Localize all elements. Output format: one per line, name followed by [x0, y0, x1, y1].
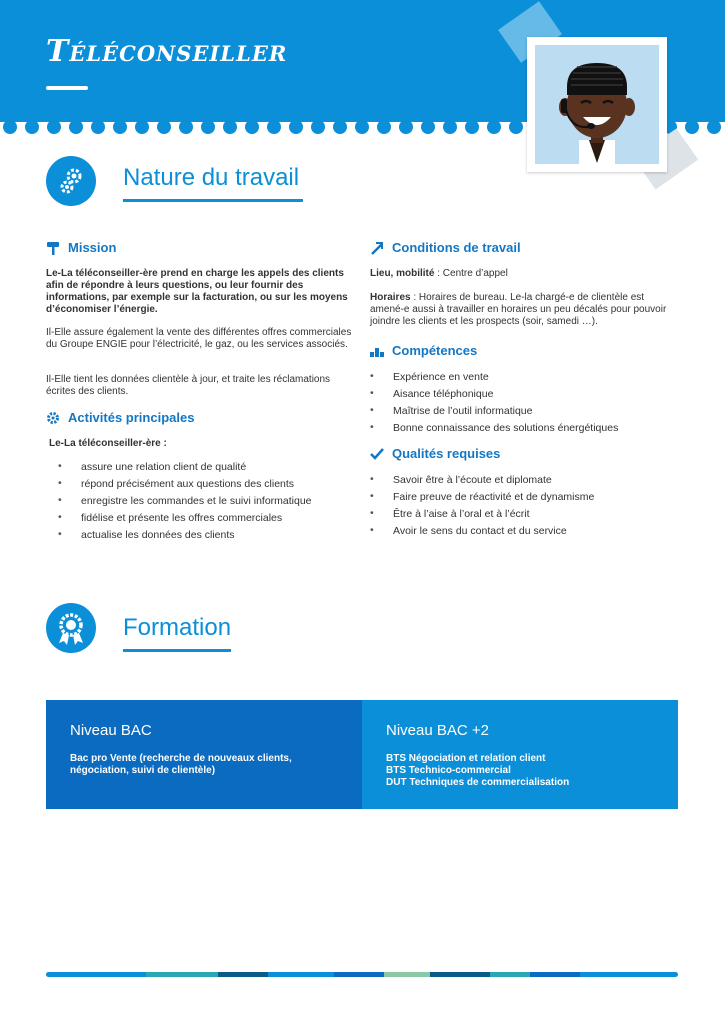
podium-icon	[370, 344, 384, 358]
conditions-lieu	[370, 268, 680, 280]
scallop-dot	[135, 120, 149, 134]
scallop-dot	[157, 120, 171, 134]
conditions-heading	[370, 240, 521, 255]
title-underline	[46, 86, 88, 90]
formation-box-bac	[46, 700, 362, 809]
footer-color-bar	[46, 972, 678, 977]
list-item: • enregistre les commandes et le suivi informatique	[58, 495, 358, 512]
scallop-dot	[201, 120, 215, 134]
mission-heading-label: Mission	[68, 240, 117, 255]
conditions-heading-label: Conditions de travail	[392, 240, 521, 255]
activites-list	[58, 461, 358, 546]
section-underline	[123, 199, 303, 202]
mission-paragraph-1: Le-La téléconseiller-ère prend en charge les appels des clients afin de répondre à leurs questions, ou leur fournir des informations, par exemple sur la facturation, ou sur les moyens d’économiser l’énergie.	[46, 268, 348, 315]
activites-heading-label: Activités principales	[68, 410, 195, 425]
list-item: • Être à l’aise à l’oral et à l’écrit	[370, 508, 690, 525]
list-item: • Bonne connaissance des solutions énergétiques	[370, 422, 690, 439]
tools-icon	[370, 241, 384, 255]
mission-heading	[46, 240, 116, 255]
scallop-dot	[25, 120, 39, 134]
scallop-dot	[47, 120, 61, 134]
scallop-dot	[399, 120, 413, 134]
list-item: • Maîtrise de l’outil informatique	[370, 405, 690, 422]
formation-box-line: BTS Technico-commercial	[386, 765, 511, 776]
lieu-value: : Centre d’appel	[434, 268, 508, 279]
competences-list	[370, 371, 690, 439]
formation-box-bac2	[362, 700, 678, 809]
qualites-list	[370, 474, 690, 542]
section-title-formation: Formation	[123, 614, 232, 641]
scallop-dot	[113, 120, 127, 134]
horaires-label: Horaires	[370, 292, 411, 303]
scallop-dot	[685, 120, 699, 134]
scallop-dot	[245, 120, 259, 134]
scallop-dot	[465, 120, 479, 134]
list-item: • répond précisément aux questions des clients	[58, 478, 358, 495]
avatar-illustration	[535, 45, 659, 164]
formation-box-title: Niveau BAC +2	[386, 722, 489, 739]
section-underline	[123, 649, 231, 652]
scallop-dot	[223, 120, 237, 134]
scallop-dot	[3, 120, 17, 134]
formation-box-title: Niveau BAC	[70, 722, 152, 739]
list-item: • Aisance téléphonique	[370, 388, 690, 405]
formation-box-line: Bac pro Vente (recherche de nouveaux clients, négociation, suivi de clientèle)	[70, 753, 292, 776]
activites-intro: Le-La téléconseiller-ère :	[49, 438, 167, 449]
scallop-dot	[707, 120, 721, 134]
qualites-heading	[370, 446, 500, 461]
list-item: • Faire preuve de réactivité et de dynamisme	[370, 491, 690, 508]
horaires-value: : Horaires de bureau. Le-la chargé-e de clientèle est amené-e aussi à travailler en horaires un peu décalés pour pouvoir joindre les clients et les prospects (soir, samedi …).	[370, 292, 667, 327]
teleconseiller-avatar-icon	[535, 45, 659, 164]
list-item: • Expérience en vente	[370, 371, 690, 388]
scallop-dot	[289, 120, 303, 134]
competences-heading-label: Compétences	[392, 343, 478, 358]
checkmark-icon	[370, 447, 384, 461]
activites-heading	[46, 410, 194, 425]
formation-box-line: BTS Négociation et relation client	[386, 753, 546, 764]
scallop-dot	[333, 120, 347, 134]
list-item: • Avoir le sens du contact et du service	[370, 525, 690, 542]
mission-paragraph-2: Il-Elle assure également la vente des différentes offres commerciales du Groupe ENGIE pour l’électricité, le gaz, ou les services associés.	[46, 327, 352, 350]
scallop-dot	[179, 120, 193, 134]
scallop-dot	[91, 120, 105, 134]
scallop-dot	[509, 120, 523, 134]
gear-icon	[46, 411, 60, 425]
scallop-dot	[443, 120, 457, 134]
avatar-card	[527, 37, 667, 172]
gears-icon	[46, 156, 96, 206]
scallop-dot	[69, 120, 83, 134]
formation-box-line: DUT Techniques de commercialisation	[386, 777, 570, 788]
scallop-dot	[267, 120, 281, 134]
conditions-horaires	[370, 292, 680, 328]
list-item: • fidélise et présente les offres commerciales	[58, 512, 358, 529]
list-item: • Savoir être à l’écoute et diplomate	[370, 474, 690, 491]
competences-heading	[370, 343, 477, 358]
paint-roller-icon	[46, 241, 60, 255]
lieu-label: Lieu, mobilité	[370, 268, 435, 279]
list-item: • actualise les données des clients	[58, 529, 358, 546]
section-title-nature: Nature du travail	[123, 164, 300, 191]
scallop-dot	[355, 120, 369, 134]
scallop-dot	[487, 120, 501, 134]
scallop-dot	[421, 120, 435, 134]
qualites-heading-label: Qualités requises	[392, 446, 501, 461]
list-item: • assure une relation client de qualité	[58, 461, 358, 478]
scallop-dot	[311, 120, 325, 134]
scallop-dot	[377, 120, 391, 134]
award-ribbon-icon	[46, 603, 96, 653]
mission-paragraph-3: Il-Elle tient les données clientèle à jour, et traite les réclamations écrites des clients.	[46, 374, 331, 397]
page-title: Téléconseiller	[46, 34, 288, 69]
